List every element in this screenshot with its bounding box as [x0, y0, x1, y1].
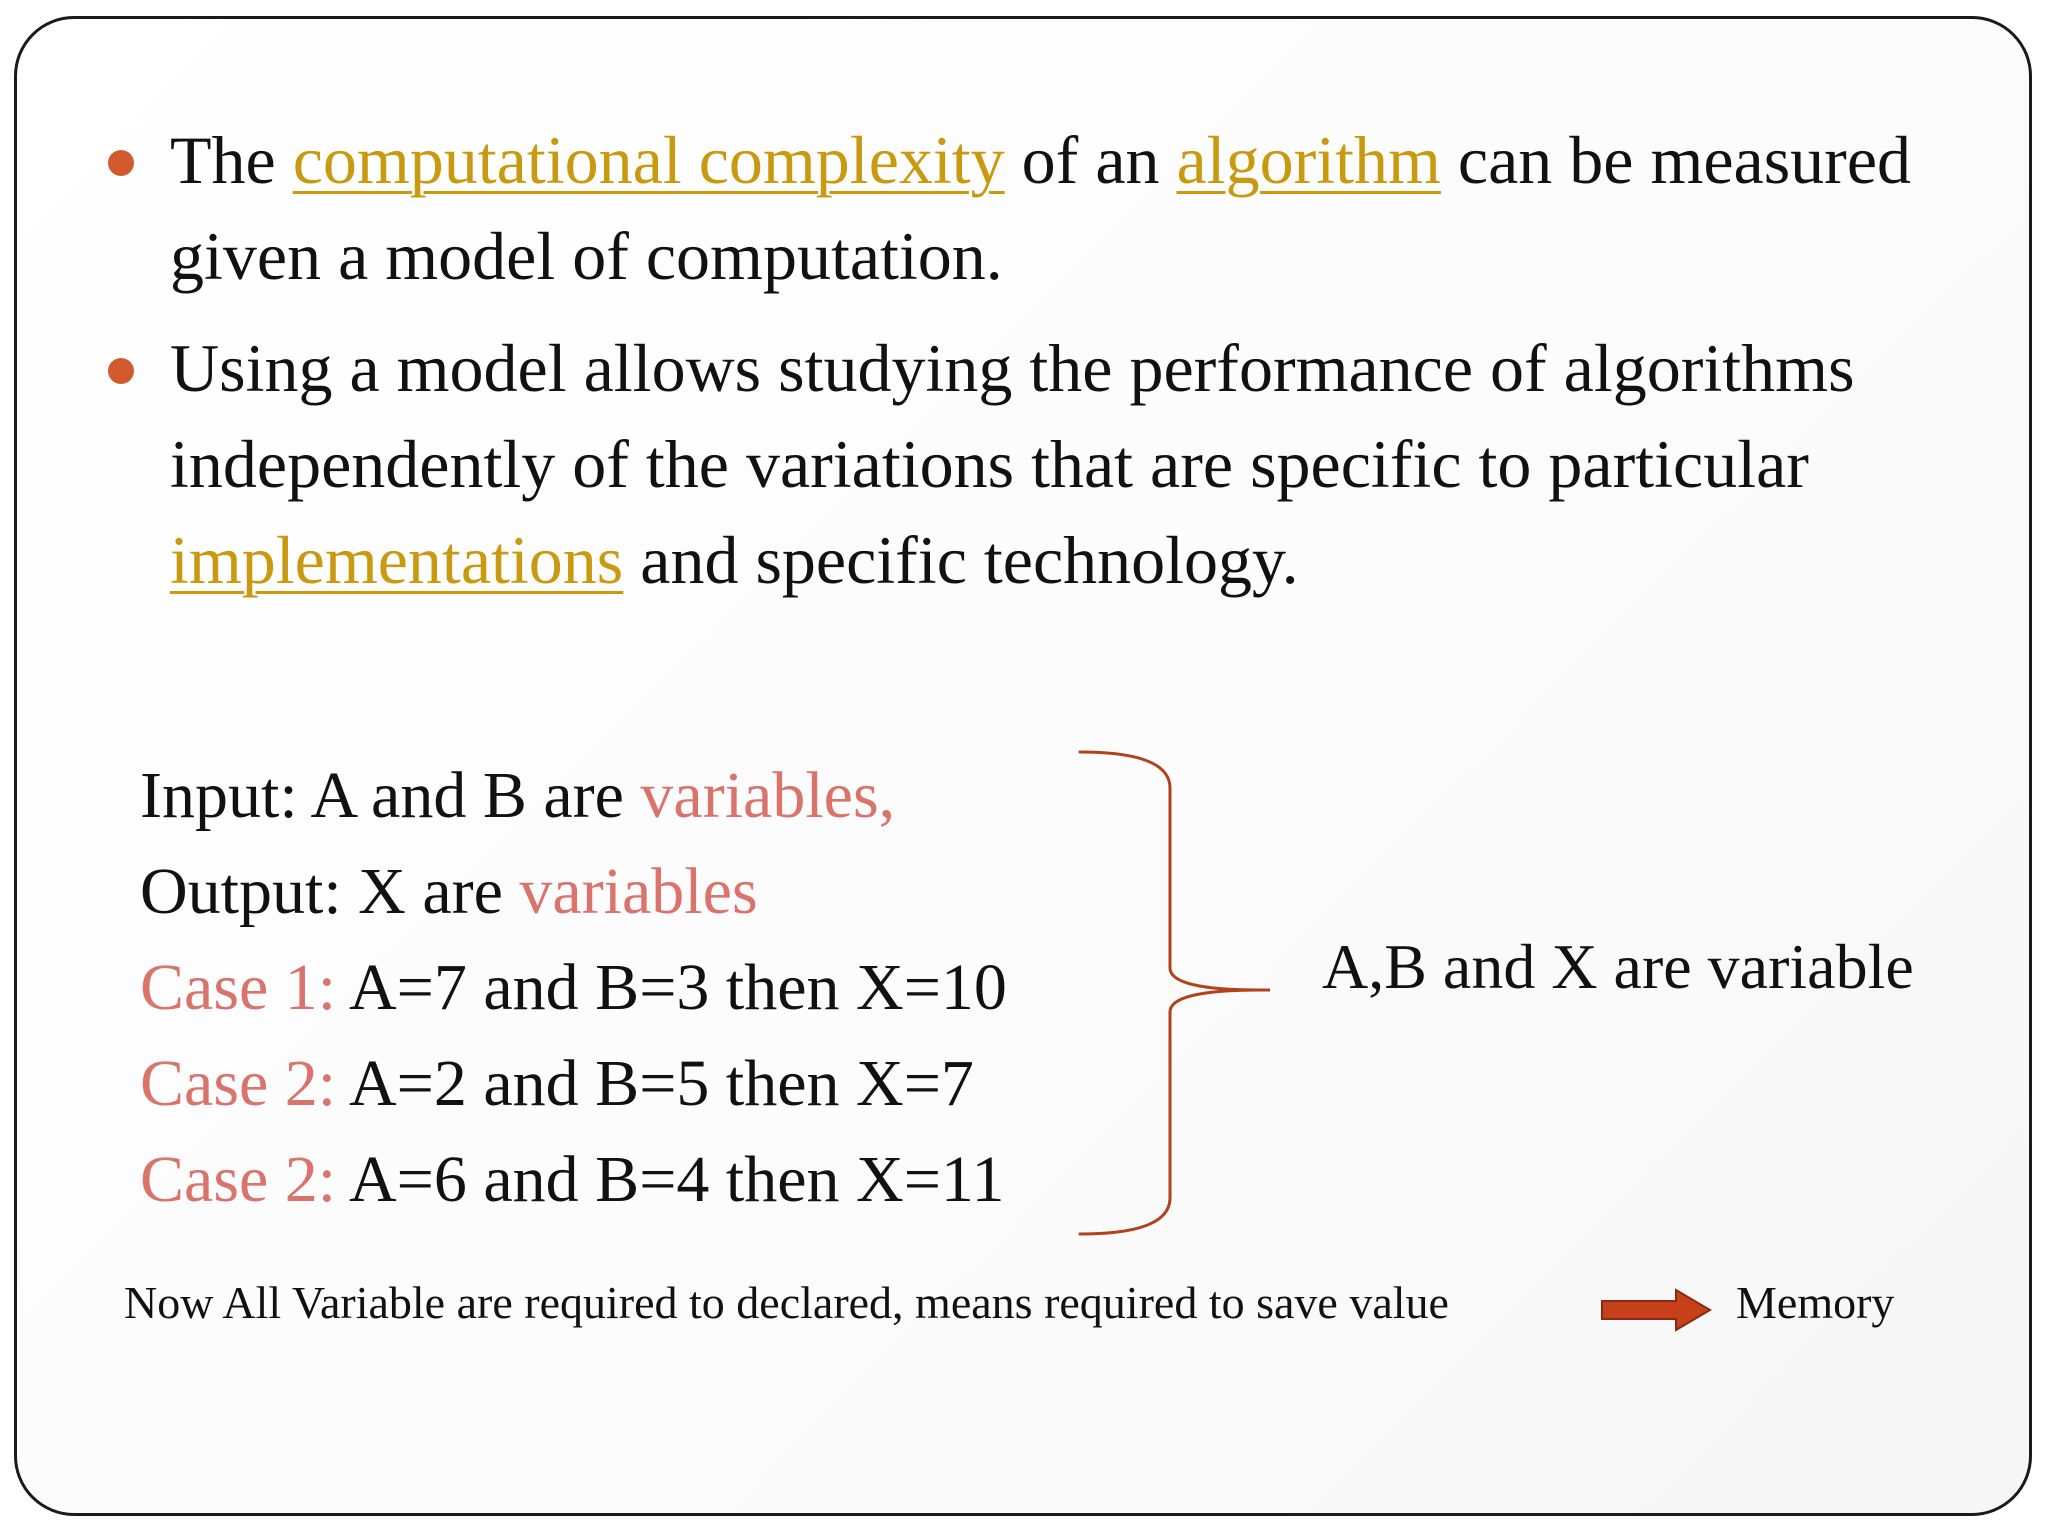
bullet-list [108, 112, 1988, 608]
input-label: Input: A and B are [140, 759, 641, 832]
case-label: Case 2: [140, 1047, 337, 1120]
cases-block [140, 748, 1007, 1228]
input-accent: variables, [640, 759, 896, 832]
link-implementations[interactable]: implementations [170, 522, 624, 598]
bullet-item-model [108, 320, 1988, 608]
output-line [140, 844, 1007, 940]
input-line [140, 748, 1007, 844]
case-text: A=7 and B=3 then X=10 [336, 951, 1007, 1024]
brace-label: A,B and X are variable [1322, 931, 1914, 1002]
bullet-text: The [170, 122, 293, 198]
bullet-item-complexity [108, 112, 1988, 304]
case-text: A=6 and B=4 then X=11 [336, 1143, 1005, 1216]
output-label: Output: X are [140, 855, 520, 928]
right-arrow-icon [1600, 1288, 1712, 1332]
bullet-dot-icon [108, 150, 134, 176]
bullet-dot-icon [108, 358, 134, 384]
case-line [140, 940, 1007, 1036]
case-line [140, 1132, 1007, 1228]
bullet-text: can be measured given a model of computation. [170, 122, 1911, 294]
bullet-text: of an [1004, 122, 1177, 198]
curly-brace-icon [1070, 748, 1280, 1238]
link-computational-complexity[interactable]: computational complexity [292, 122, 1005, 198]
case-text: A=2 and B=5 then X=7 [336, 1047, 974, 1120]
footer-text: Now All Variable are required to declared, means required to save value [124, 1277, 1449, 1328]
case-label: Case 2: [140, 1143, 337, 1216]
bullet-text: and specific technology. [623, 522, 1299, 598]
output-accent: variables [519, 855, 758, 928]
footer-memory: Memory [1736, 1277, 1895, 1328]
bullet-text: Using a model allows studying the performance of algorithms independently of the variations that are specific to particular [170, 330, 1855, 502]
case-label: Case 1: [140, 951, 337, 1024]
case-line [140, 1036, 1007, 1132]
link-algorithm[interactable]: algorithm [1176, 122, 1441, 198]
